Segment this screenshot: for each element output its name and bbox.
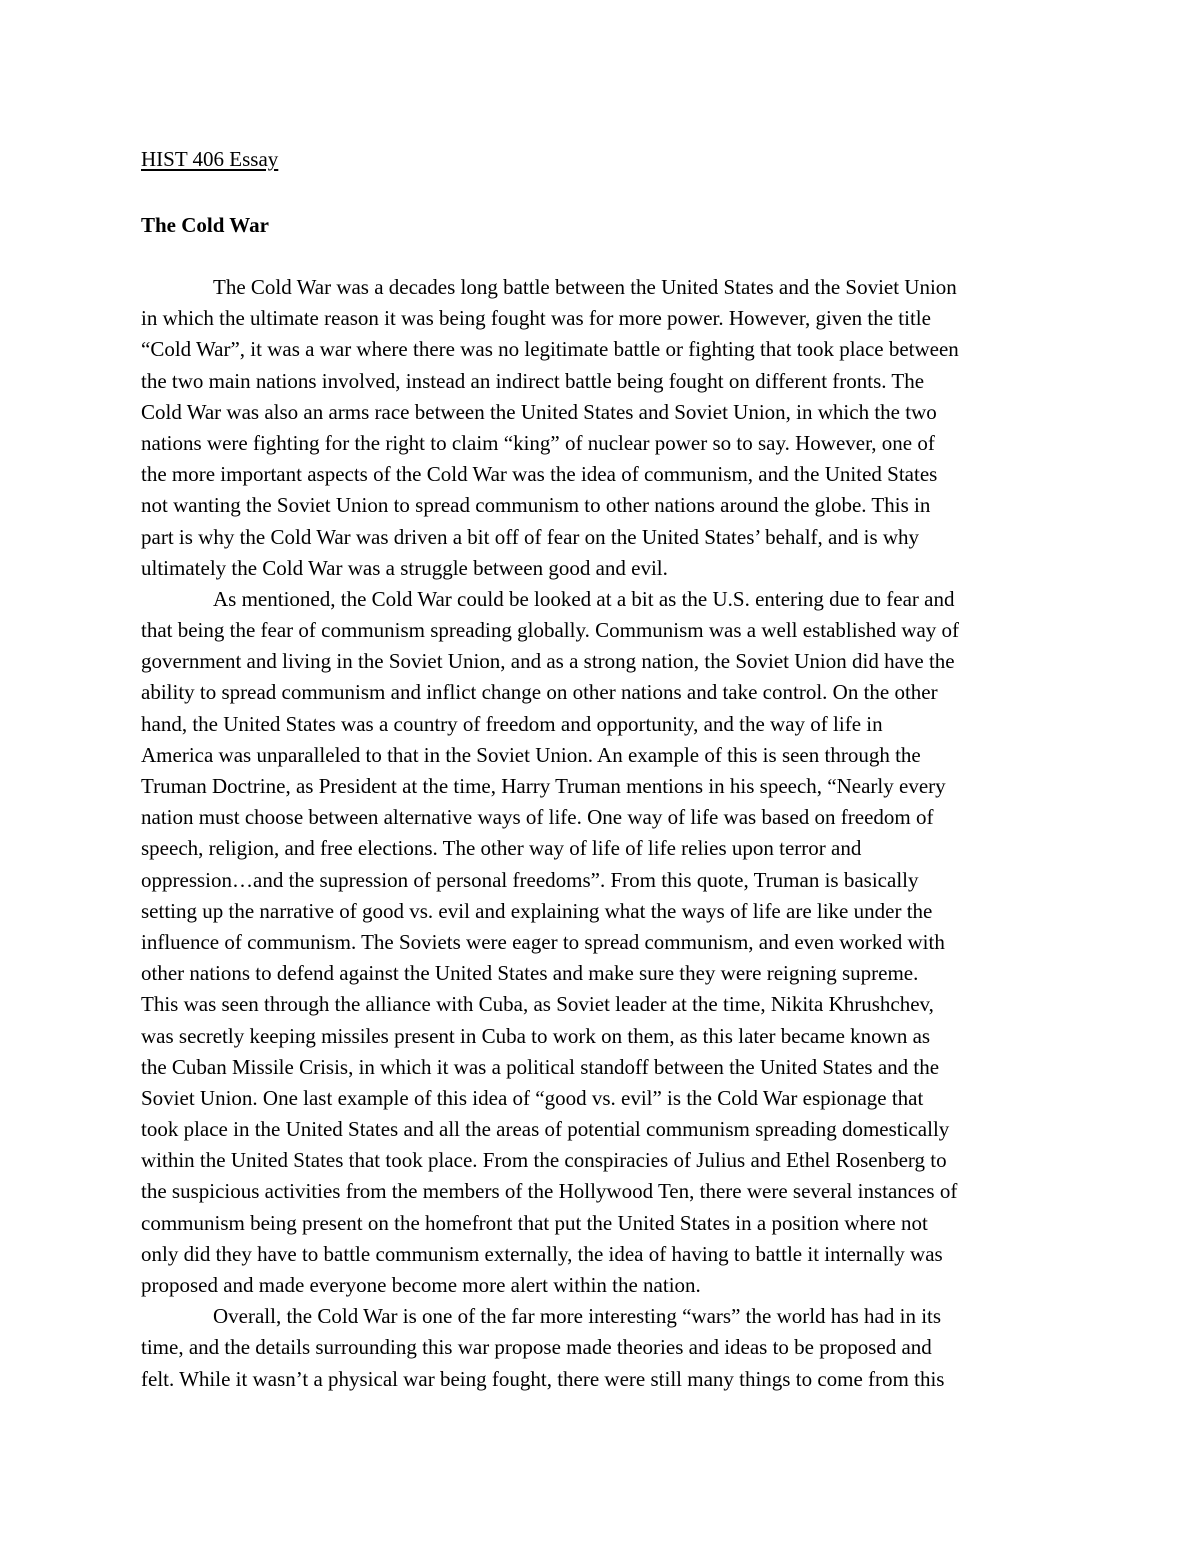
text-line: part is why the Cold War was driven a bit off of fear on the United States’ behalf, and is why	[141, 524, 920, 549]
text-line: the two main nations involved, instead an indirect battle being fought on different fronts. The	[141, 368, 925, 393]
text-line: Truman Doctrine, as President at the time, Harry Truman mentions in his speech, “Nearly every	[141, 774, 946, 798]
text-line: hand, the United States was a country of freedom and opportunity, and the way of life in	[141, 711, 883, 736]
text-line: nation must choose between alternative ways of life. One way of life was based on freedom of	[141, 805, 934, 830]
text-line: oppression…and the supression of personal freedoms”. From this quote, Truman is basically	[141, 867, 919, 892]
text-line: time, and the details surrounding this war propose made theories and ideas to be proposed and	[141, 1335, 932, 1360]
text-line: not wanting the Soviet Union to spread communism to other nations around the globe. This in	[141, 493, 931, 518]
text-line: Overall, the Cold War is one of the far more interesting “wars” the world has had in its	[213, 1304, 942, 1329]
text-line: Cold War was also an arms race between the United States and Soviet Union, in which the two	[141, 399, 937, 424]
text-line: Soviet Union. One last example of this idea of “good vs. evil” is the Cold War espionage that	[141, 1085, 924, 1110]
text-line: the Cuban Missile Crisis, in which it was a political standoff between the United States and the	[141, 1054, 940, 1079]
text-line: As mentioned, the Cold War could be looked at a bit as the U.S. entering due to fear and	[213, 586, 955, 611]
text-line: that being the fear of communism spreading globally. Communism was a well established way of	[141, 618, 960, 643]
text-line: The Cold War was a decades long battle between the United States and the Soviet Union	[213, 275, 957, 299]
text-line: the suspicious activities from the members of the Hollywood Ten, there were several instances of	[141, 1179, 958, 1204]
text-line: in which the ultimate reason it was being fought was for more power. However, given the title	[141, 306, 931, 331]
text-line: setting up the narrative of good vs. evil and explaining what the ways of life are like under the	[141, 898, 933, 923]
essay-body	[141, 272, 1081, 1395]
text-line: nations were fighting for the right to claim “king” of nuclear power so to say. However, one of	[141, 430, 935, 455]
text-line: within the United States that took place. From the conspiracies of Julius and Ethel Rosenberg to	[141, 1148, 947, 1173]
text-line: was secretly keeping missiles present in Cuba to work on them, as this later became known as	[141, 1023, 931, 1048]
text-line: felt. While it wasn’t a physical war being fought, there were still many things to come from this	[141, 1366, 945, 1391]
text-line: other nations to defend against the United States and make sure they were reigning supreme.	[141, 961, 919, 986]
text-line: America was unparalleled to that in the Soviet Union. An example of this is seen through the	[141, 742, 921, 767]
text-line: proposed and made everyone become more alert within the nation.	[141, 1273, 701, 1297]
essay-title: The Cold War	[141, 213, 269, 237]
text-line: the more important aspects of the Cold War was the idea of communism, and the United States	[141, 462, 938, 487]
text-line: speech, religion, and free elections. The other way of life of life relies upon terror and	[141, 836, 862, 861]
text-line: ability to spread communism and inflict change on other nations and take control. On the other	[141, 680, 938, 705]
text-line: influence of communism. The Soviets were eager to spread communism, and even worked with	[141, 929, 945, 954]
text-line: took place in the United States and all the areas of potential communism spreading domestically	[141, 1117, 950, 1142]
text-line: This was seen through the alliance with Cuba, as Soviet leader at the time, Nikita Khrushchev,	[141, 992, 934, 1017]
course-title: HIST 406 Essay	[141, 147, 279, 171]
text-line: “Cold War”, it was a war where there was no legitimate battle or fighting that took place between	[141, 337, 959, 362]
text-line: ultimately the Cold War was a struggle between good and evil.	[141, 555, 668, 580]
text-line: only did they have to battle communism externally, the idea of having to battle it internally was	[141, 1241, 943, 1266]
text-line: government and living in the Soviet Union, and as a strong nation, the Soviet Union did have the	[141, 649, 955, 674]
text-line: communism being present on the homefront that put the United States in a position where not	[141, 1210, 928, 1235]
